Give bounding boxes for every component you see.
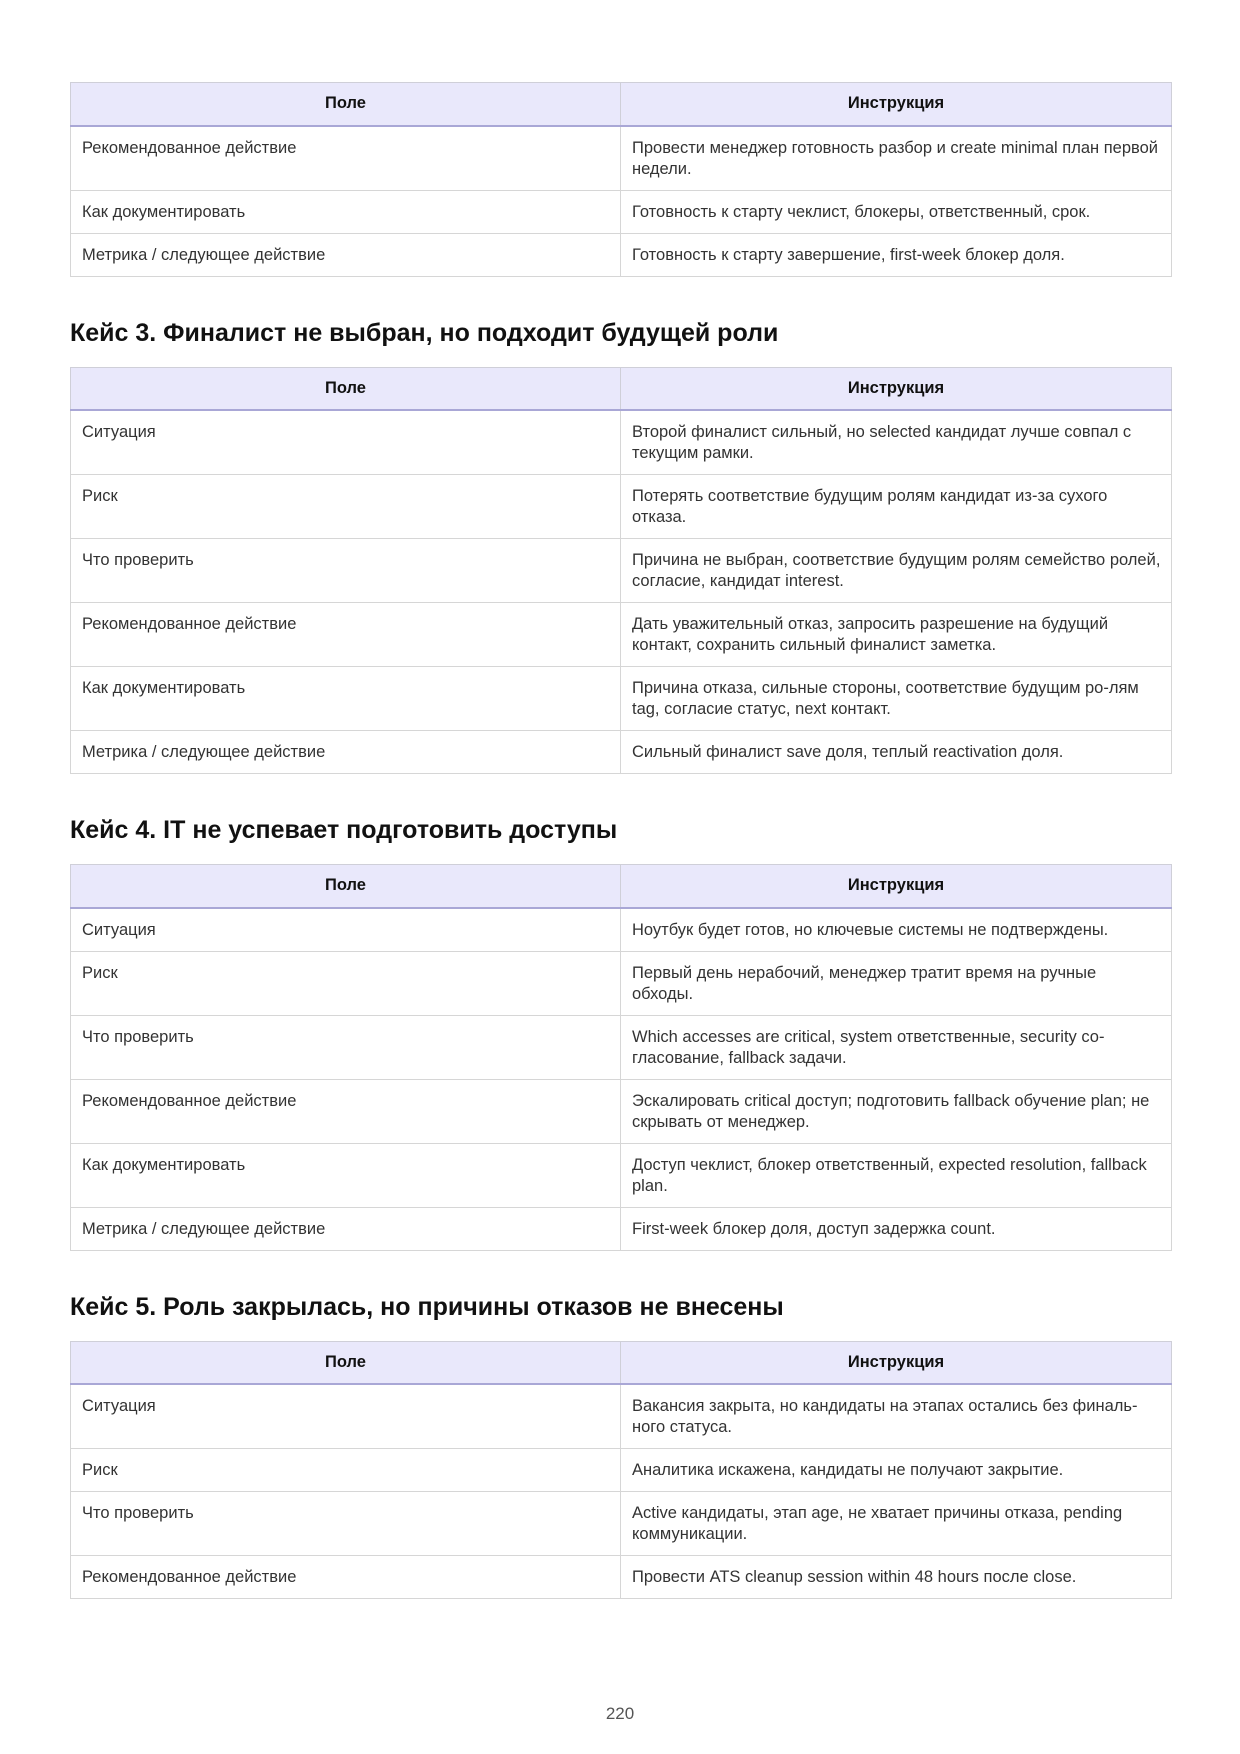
case3-heading: Кейс 3. Финалист не выбран, но подходит будущей роли <box>70 318 779 347</box>
cell-field: Риск <box>71 1449 621 1492</box>
cell-instruction: Потерять соответствие будущим ролям кандидат из-за сухого отказа. <box>621 475 1172 539</box>
cell-instruction: Доступ чеклист, блокер ответственный, expected resolution, fallback plan. <box>621 1143 1172 1207</box>
table-row <box>71 603 1172 667</box>
header-field: Поле <box>71 865 621 908</box>
cell-instruction: Готовность к старту чеклист, блокеры, ответственный, срок. <box>621 190 1172 233</box>
table-intro <box>70 82 1172 277</box>
cell-field: Как документировать <box>71 667 621 731</box>
page-number: 220 <box>605 1704 635 1723</box>
table-row <box>71 667 1172 731</box>
table-row <box>71 1384 1172 1449</box>
table-row <box>71 233 1172 276</box>
cell-field: Метрика / следующее действие <box>71 1207 621 1250</box>
table-row <box>71 1079 1172 1143</box>
table-case4 <box>70 864 1172 1251</box>
table-row <box>71 410 1172 475</box>
cell-field: Риск <box>71 951 621 1015</box>
cell-instruction: Сильный финалист save доля, теплый reactivation доля. <box>621 731 1172 774</box>
table-header-row <box>71 83 1172 126</box>
case4-heading: Кейс 4. IT не успевает подготовить доступы <box>70 816 618 844</box>
table-case3 <box>70 367 1172 775</box>
cell-instruction: First-week блокер доля, доступ задержка count. <box>621 1207 1172 1250</box>
header-instruction: Инструкция <box>621 83 1172 126</box>
header-instruction: Инструкция <box>621 367 1172 410</box>
table-row <box>71 539 1172 603</box>
table-row <box>71 1015 1172 1079</box>
document-page <box>70 82 1171 1599</box>
cell-field: Что проверить <box>71 1015 621 1079</box>
cell-field: Что проверить <box>71 539 621 603</box>
cell-instruction: Причина не выбран, соответствие будущим ролям семейство ролей, согласие, кандидат interest. <box>621 539 1172 603</box>
cell-instruction: Провести менеджер готовность разбор и create minimal план первой недели. <box>621 126 1172 191</box>
header-field: Поле <box>71 367 621 410</box>
table-row <box>71 951 1172 1015</box>
cell-field: Как документировать <box>71 1143 621 1207</box>
case5-heading: Кейс 5. Роль закрылась, но причины отказов не внесены <box>70 1292 784 1321</box>
cell-field: Метрика / следующее действие <box>71 731 621 774</box>
table-header-row <box>71 367 1172 410</box>
table-row <box>71 1449 1172 1492</box>
cell-field: Ситуация <box>71 410 621 475</box>
cell-instruction: Провести ATS cleanup session within 48 hours после close. <box>621 1556 1172 1599</box>
cell-field: Рекомендованное действие <box>71 1079 621 1143</box>
header-instruction: Инструкция <box>621 865 1172 908</box>
table-row <box>71 1556 1172 1599</box>
header-instruction: Инструкция <box>621 1341 1172 1384</box>
header-field: Поле <box>71 1341 621 1384</box>
cell-instruction: Дать уважительный отказ, запросить разрешение на будущий контакт, сохранить сильный финалист заметка. <box>621 603 1172 667</box>
cell-instruction: Эскалировать critical доступ; подготовить fallback обучение plan; не скрывать от менеджер. <box>621 1079 1172 1143</box>
cell-instruction: Ноутбук будет готов, но ключевые системы не подтверждены. <box>621 908 1172 952</box>
cell-instruction: Готовность к старту завершение, first-week блокер доля. <box>621 233 1172 276</box>
table-row <box>71 475 1172 539</box>
cell-field: Рекомендованное действие <box>71 603 621 667</box>
cell-field: Ситуация <box>71 908 621 952</box>
cell-instruction: Вакансия закрыта, но кандидаты на этапах остались без финаль-ного статуса. <box>621 1384 1172 1449</box>
cell-instruction: Аналитика искажена, кандидаты не получают закрытие. <box>621 1449 1172 1492</box>
cell-field: Риск <box>71 475 621 539</box>
table-header-row <box>71 865 1172 908</box>
cell-instruction: Первый день нерабочий, менеджер тратит время на ручные обходы. <box>621 951 1172 1015</box>
cell-field: Как документировать <box>71 190 621 233</box>
table-case5 <box>70 1341 1172 1600</box>
header-field: Поле <box>71 83 621 126</box>
cell-instruction: Причина отказа, сильные стороны, соответствие будущим ро-лям tag, согласие статус, next контакт. <box>621 667 1172 731</box>
cell-field: Что проверить <box>71 1492 621 1556</box>
table-row <box>71 1207 1172 1250</box>
table-row <box>71 908 1172 952</box>
table-header-row <box>71 1341 1172 1384</box>
table-row <box>71 126 1172 191</box>
cell-field: Рекомендованное действие <box>71 1556 621 1599</box>
cell-instruction: Второй финалист сильный, но selected кандидат лучше совпал с текущим рамки. <box>621 410 1172 475</box>
cell-instruction: Which accesses are critical, system ответственные, security со-гласование, fallback задачи. <box>621 1015 1172 1079</box>
cell-field: Метрика / следующее действие <box>71 233 621 276</box>
table-row <box>71 1143 1172 1207</box>
table-row <box>71 190 1172 233</box>
cell-field: Рекомендованное действие <box>71 126 621 191</box>
table-row <box>71 1492 1172 1556</box>
cell-instruction: Active кандидаты, этап age, не хватает причины отказа, pending коммуникации. <box>621 1492 1172 1556</box>
cell-field: Ситуация <box>71 1384 621 1449</box>
table-row <box>71 731 1172 774</box>
